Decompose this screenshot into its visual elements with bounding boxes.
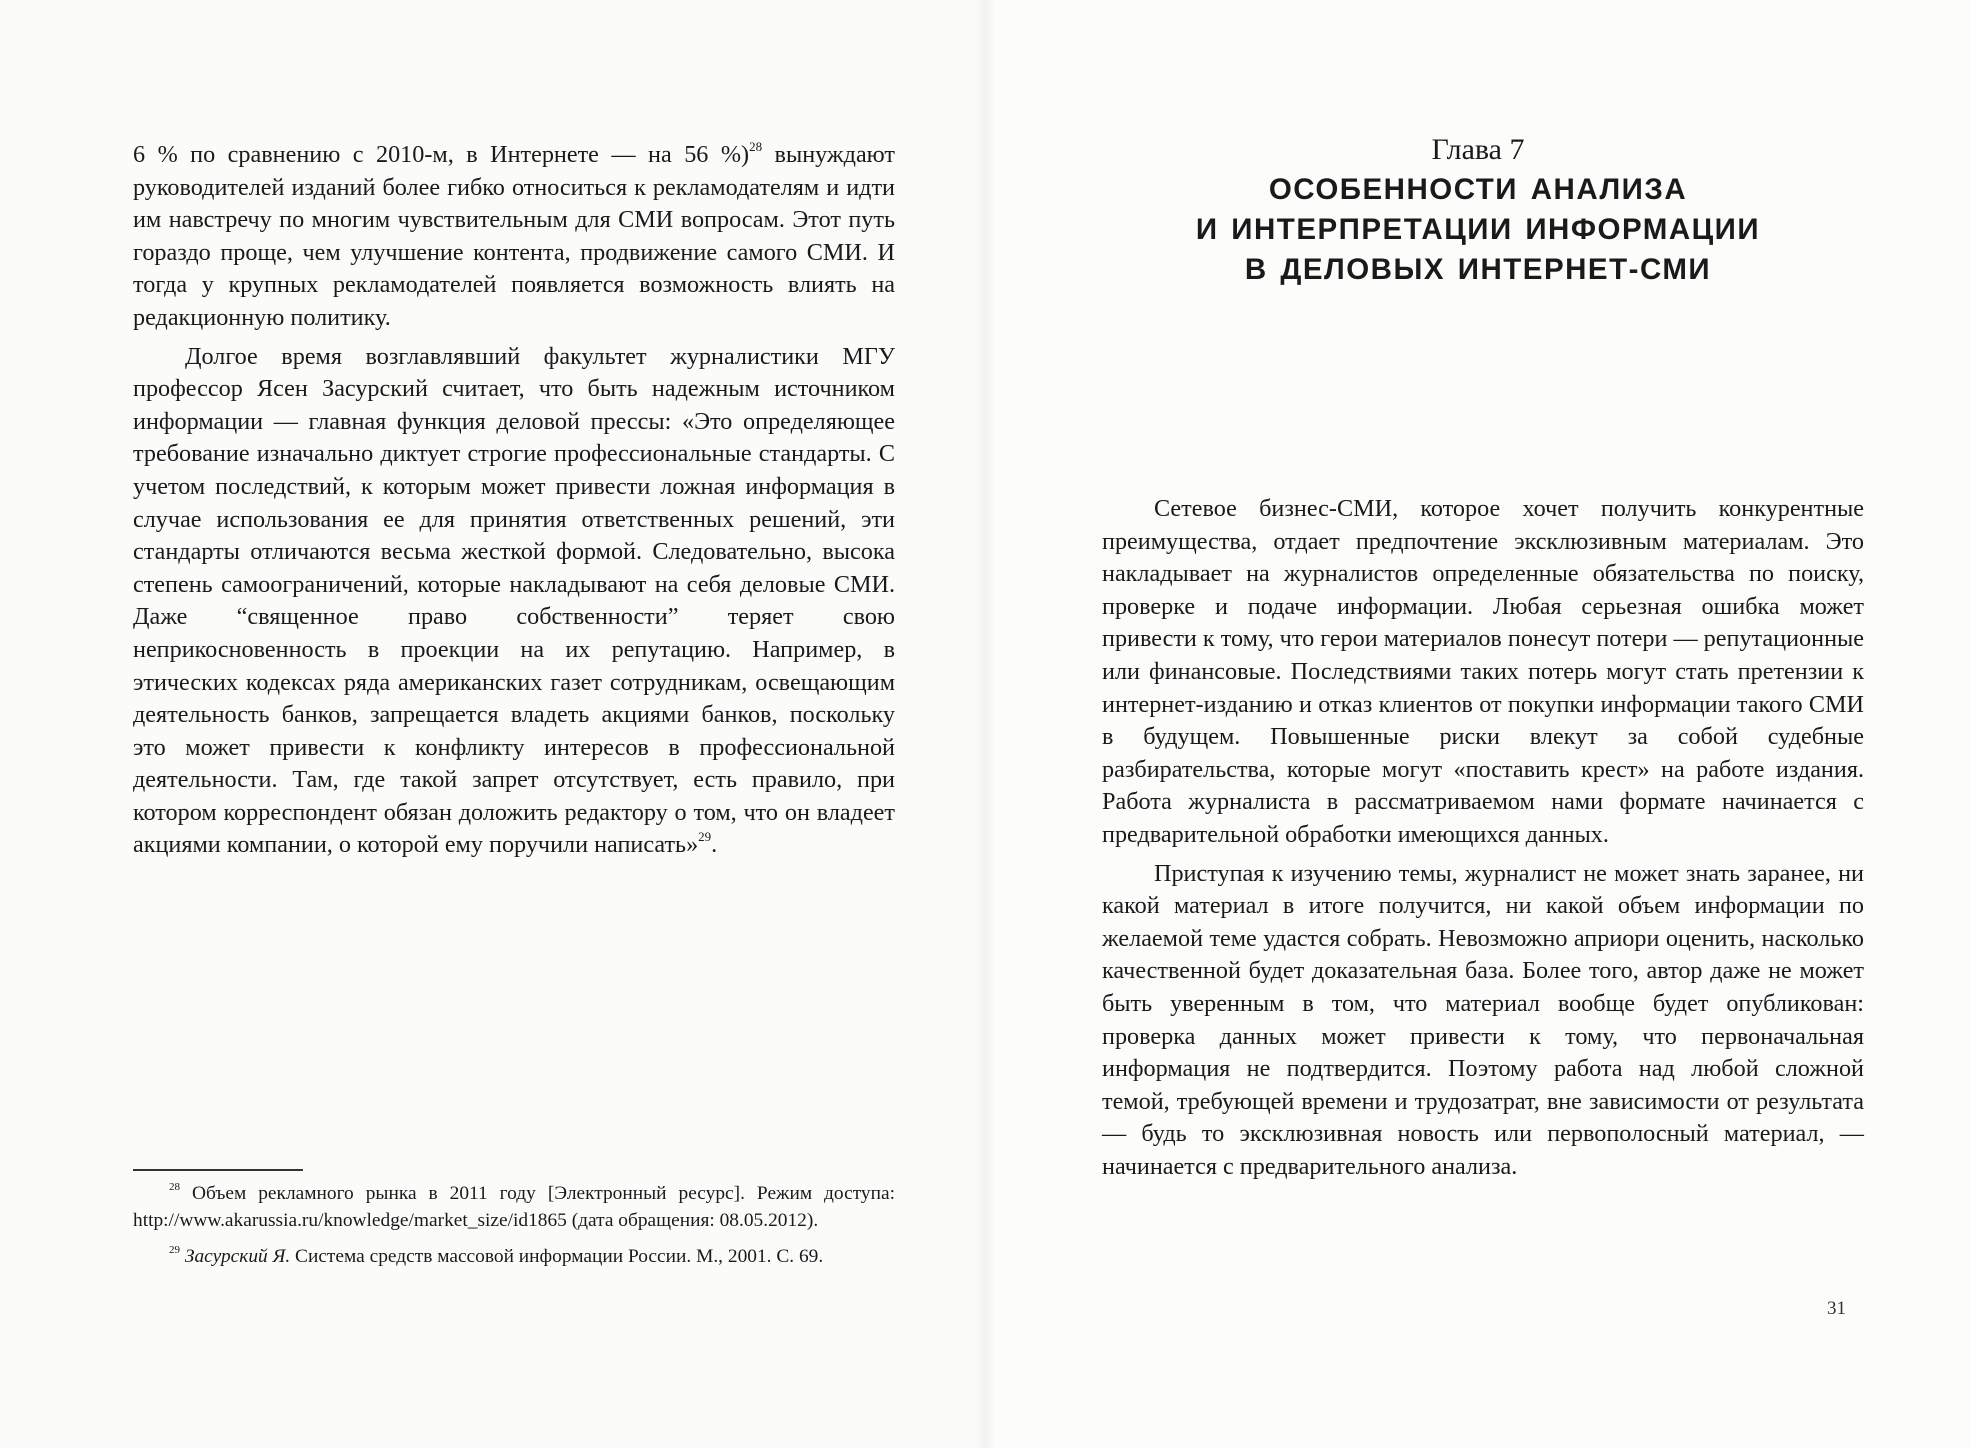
right-paragraph-2: Приступая к изучению темы, журналист не может знать заранее, ни какой материал в итоге получится, ни какой объем информации по желаемой теме удастся собрать. Невозможно априори оценить, насколько качественной будет доказательная база. Более того, автор даже не может быть уверенным в том, что материал вообще будет опубликован: проверка данных может привести к тому, что первоначальная информация не подтвердится. Поэтому работа над любой сложной темой, требующей времени и трудозатрат, вне зависимости от результата — будь то эксклюзивная новость или первополосный материал, — начинается с предварительного анализа. xyxy=(1102,859,1864,1180)
footnote-29: $^{29}$ Засурский Я. Система средств массовой информации России. М., 2001. С. 69. xyxy=(169,1243,824,1267)
chapter-title-line-3: В ДЕЛОВЫХ ИНТЕРНЕТ-СМИ xyxy=(1244,253,1712,286)
right-page-body xyxy=(1102,493,1864,1183)
footnote-ref-29: 29 xyxy=(698,829,712,845)
right-paragraph-1: Сетевое бизнес-СМИ, которое хочет получить конкурентные преимущества, отдает предпочтение эксклюзивным материалам. Это накладывает на журналистов определенные обязательства по поиску, проверке и подаче информации. Любая серьезная ошибка может привести к тому, что герои материалов понесут потери — репутационные или финансовые. Последствиями таких потерь могут стать претензии к интернет-изданию и отказ клиентов от покупки информации такого СМИ в будущем. Повышенные риски влекут за собой судебные разбирательства, которые могут «поставить крест» на работе издания. Работа журналиста в рассматриваемом нами формате начинается с предварительной обработки имеющихся данных. xyxy=(1102,495,1865,848)
footnote-28: $^{28}$ Объем рекламного рынка в 2011 году [Электронный ресурс]. Режим доступа: http://www.akarussia.ru/knowledge/market_size/id1865 (дата обращения: 08.05.2012). xyxy=(133,1180,895,1231)
chapter-label: Глава 7 xyxy=(1431,133,1525,166)
left-paragraph-1: 6 % по сравнению с 2010-м, в Интернете — на 56 %)$^{28}$ вынуждают руководителей изданий более гибко относиться к рекламодателям и идти им навстречу по многим чувствительным для СМИ вопросам. Этот путь гораздо проще, чем улучшение контента, продвижение самого СМИ. И тогда у крупных рекламодателей появляется возможность влиять на редакционную политику. xyxy=(133,138,895,331)
footnote-separator xyxy=(133,1169,303,1171)
footnote-ref-28: 28 xyxy=(749,138,763,154)
chapter-title-line-1: ОСОБЕННОСТИ АНАЛИЗА xyxy=(1268,173,1688,206)
left-page-body xyxy=(133,139,895,862)
chapter-heading xyxy=(985,130,1971,290)
page-number: 31 xyxy=(1827,1298,1846,1319)
chapter-title-line-2: И ИНТЕРПРЕТАЦИИ ИНФОРМАЦИИ xyxy=(1195,213,1761,246)
left-paragraph-2: Долгое время возглавлявший факультет журналистики МГУ профессор Ясен Засурский считает, что быть надежным источником информации — главная функция деловой прессы: «Это определяющее требование изначально диктует строгие профессиональные стандарты. С учетом последствий, к которым может привести ложная информация в случае использования ее для принятия ответственных решений, эти стандарты отличаются весьма жесткой формой. Следовательно, высока степень самоограничений, которые накладывают на себя деловые СМИ. Даже “священное право собственности” теряет свою неприкосновенность в проекции на их репутацию. Например, в этических кодексах ряда американских газет сотрудникам, освещающим деятельность банков, запрещается владеть акциями банков, поскольку это может привести к конфликту интересов в профессиональной деятельности. Там, где такой запрет отсутствует, есть правило, при котором корреспондент обязан доложить редактору о том, что он владеет акциями компании, о которой ему поручили написать»$^{29}$. xyxy=(133,342,895,859)
footnotes xyxy=(133,1180,895,1270)
